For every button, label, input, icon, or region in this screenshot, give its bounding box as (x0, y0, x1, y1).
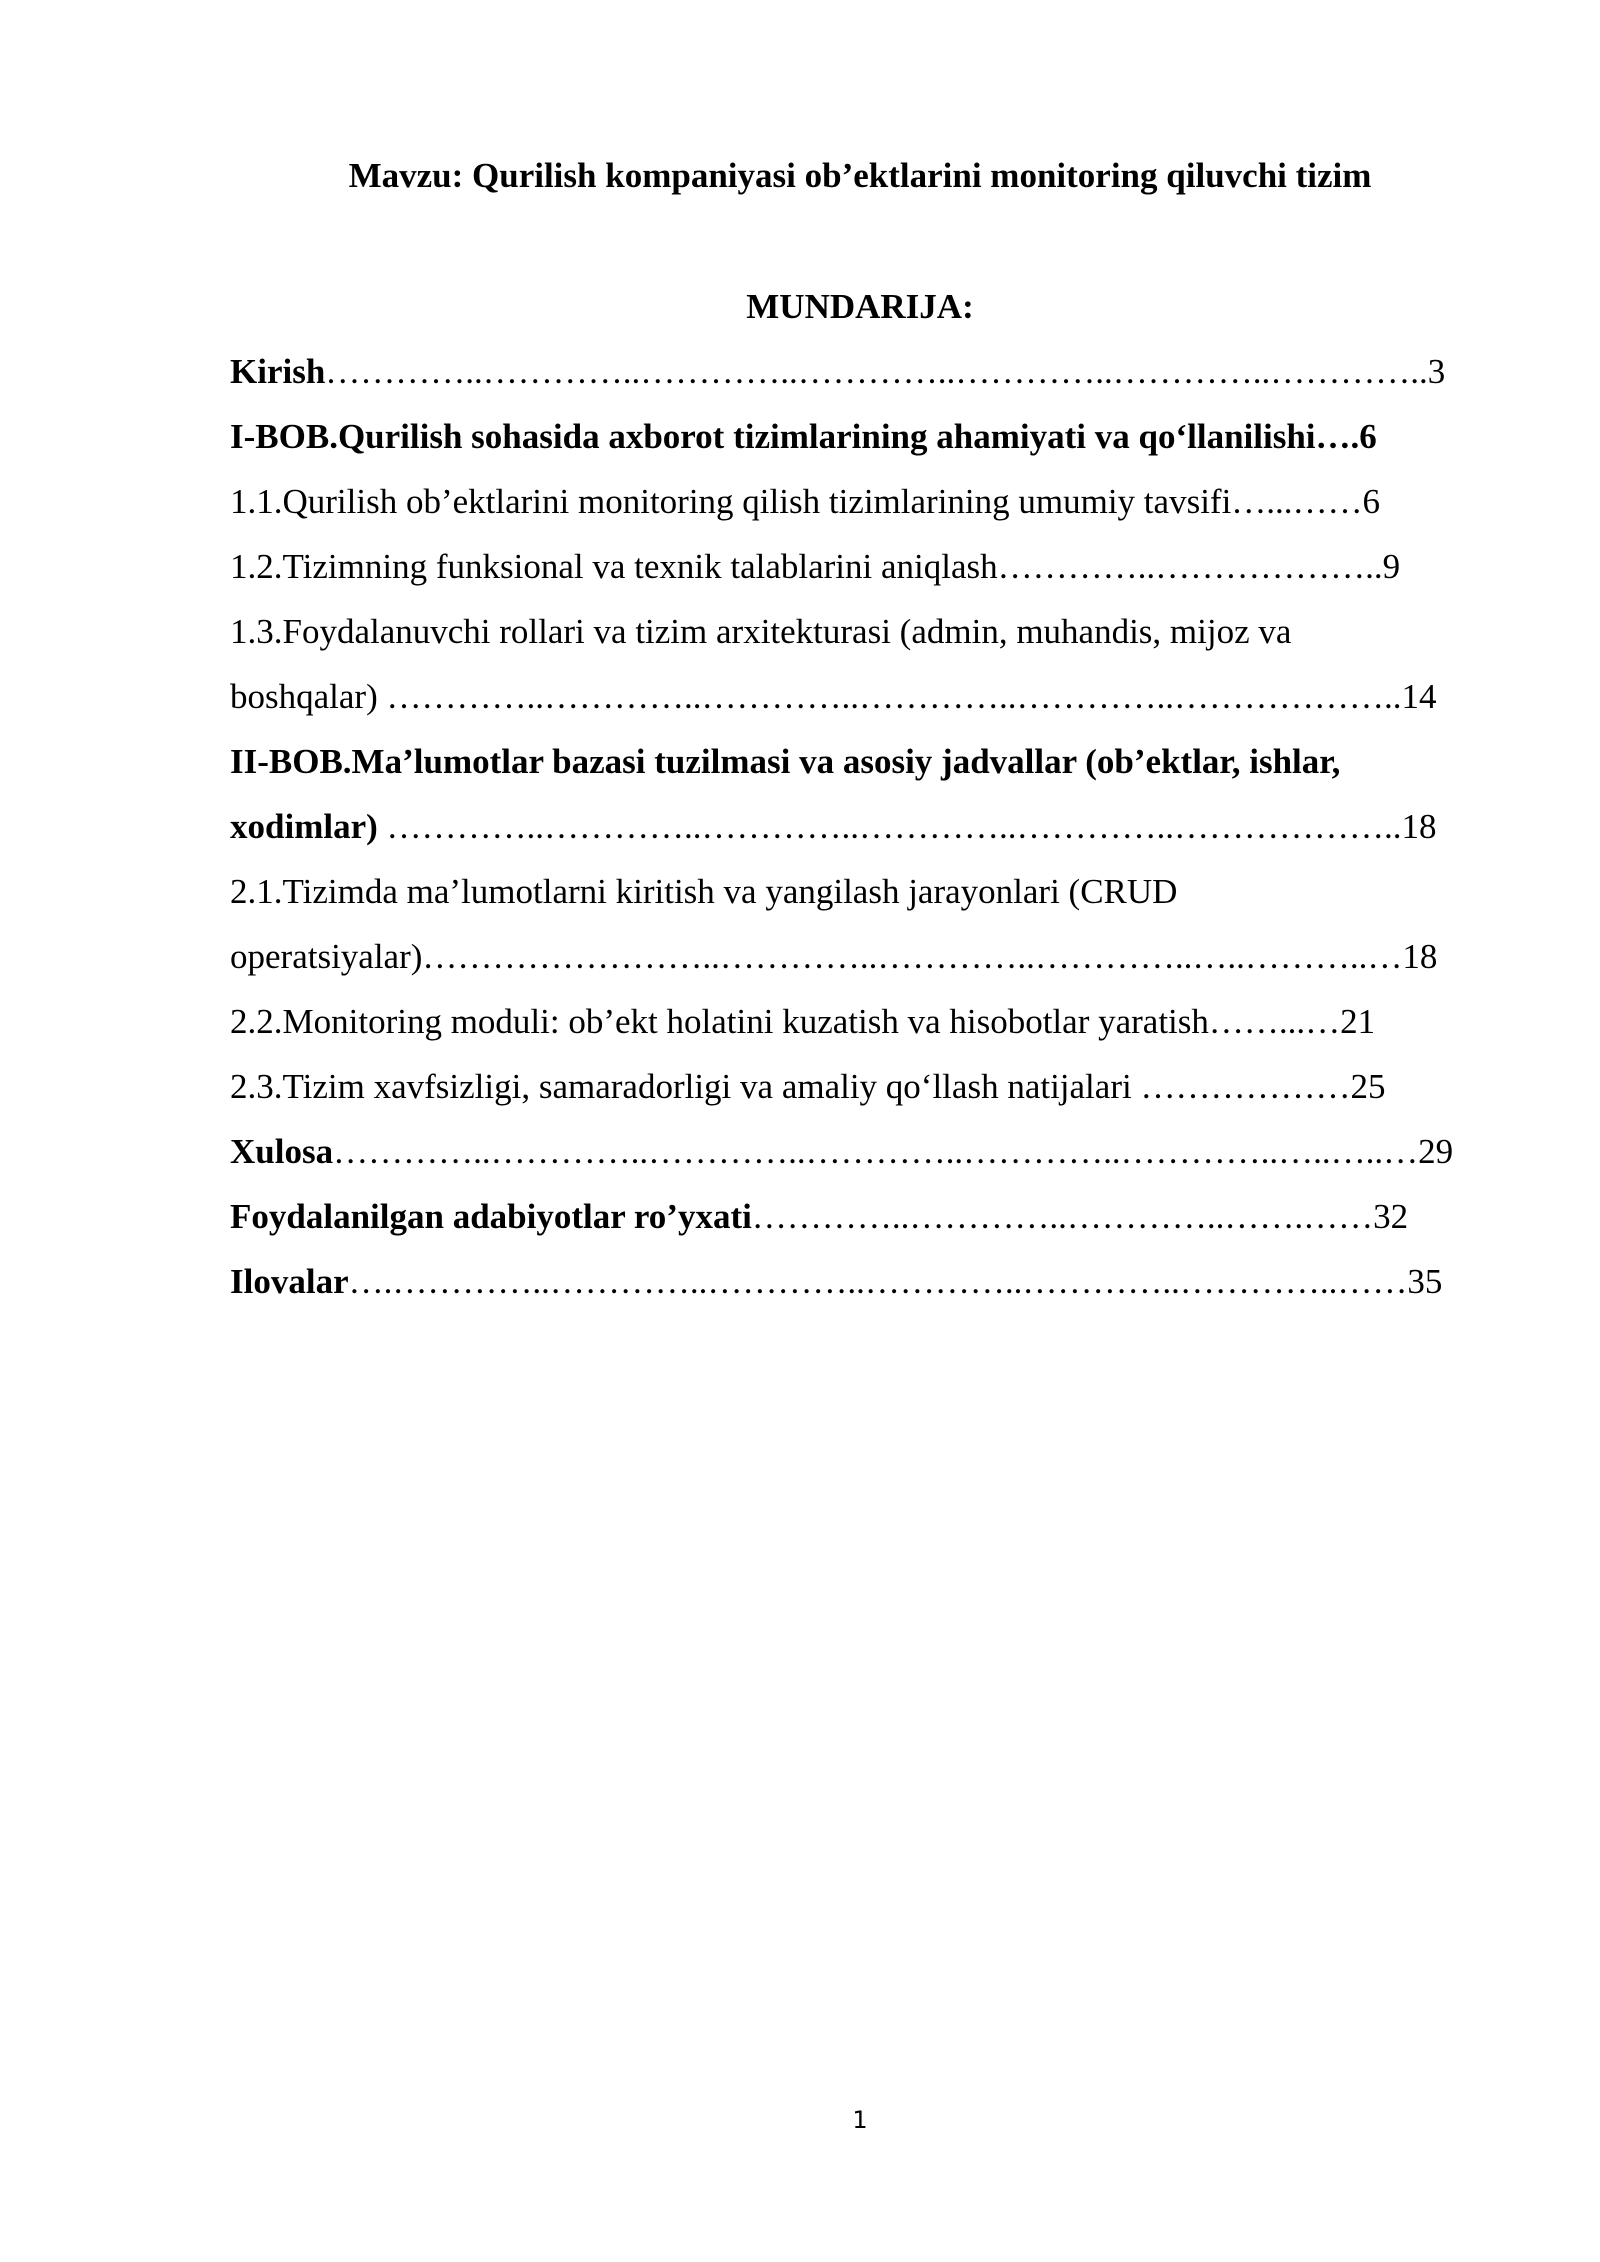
toc-entry-xulosa (230, 1126, 1530, 1191)
document-title: Mavzu: Qurilish kompaniyasi ob’ektlarini monitoring qiluvchi tizim (348, 156, 1372, 195)
toc-entry-2-1-continued: operatsiyalar)……………………..…………..…………..…………..…..………..…18 (230, 937, 1438, 976)
toc-entry-label: xodimlar) (230, 807, 378, 846)
toc-entry-label: Ilovalar (230, 1262, 349, 1301)
toc-entry-1-3-continued: boshqalar) …………..…………..…………..…………..…………..………………..14 (230, 677, 1437, 716)
page-number: 1 (852, 2106, 868, 2134)
toc-entry-label: Kirish (230, 352, 326, 391)
toc-entry-2-3: 2.3.Tizim xavfsizligi, samaradorligi va amaliy qo‘llash natijalari ………………25 (230, 1067, 1386, 1106)
toc-entry-leader-page: …………..…………..…………..…………..…………..………………..18 (377, 807, 1437, 846)
toc-entry-chapter-1: I-BOB.Qurilish sohasida axborot tizimlarining ahamiyati va qo‘llanilishi….6 (230, 417, 1377, 456)
toc-entry-2-1: 2.1.Tizimda ma’lumotlarni kiritish va yangilash jarayonlari (CRUD (230, 872, 1178, 911)
toc-entry-leader-page: …………..…………..…………..…………..…………..…………..…………..3 (325, 352, 1446, 391)
toc-entry-1-1: 1.1.Qurilish ob’ektlarini monitoring qilish tizimlarining umumiy tavsifi…...……6 (230, 482, 1381, 521)
toc-entry-2-2: 2.2.Monitoring moduli: ob’ekt holatini kuzatish va hisobotlar yaratish……...…21 (230, 1002, 1376, 1041)
toc-entry-1-2: 1.2.Tizimning funksional va texnik talablarini aniqlash…………..………………..9 (230, 547, 1401, 586)
toc-entry-chapter-2-continued (230, 801, 1530, 866)
toc-entry-ilovalar (230, 1256, 1530, 1321)
toc-entry-references (230, 1191, 1530, 1256)
toc-entry-leader-page: ….…………..…………..…………..…………..…………..…………..……35 (348, 1262, 1443, 1301)
table-of-contents (230, 346, 1530, 1321)
toc-entry-leader-page: …………..…………..…………..…………..…………..…………..…..…..…29 (333, 1132, 1454, 1171)
toc-entry-chapter-2: II-BOB.Ma’lumotlar bazasi tuzilmasi va asosiy jadvallar (ob’ektlar, ishlar, (230, 742, 1341, 781)
toc-entry-kirish (230, 346, 1530, 411)
toc-entry-leader-page: …………..…………..…………..…….……32 (751, 1197, 1409, 1236)
toc-entry-1-3: 1.3.Foydalanuvchi rollari va tizim arxitekturasi (admin, muhandis, mijoz va (230, 612, 1292, 651)
toc-entry-label: Foydalanilgan adabiyotlar ro’yxati (230, 1197, 752, 1236)
toc-heading: MUNDARIJA: (746, 287, 974, 326)
toc-entry-label: Xulosa (230, 1132, 334, 1171)
